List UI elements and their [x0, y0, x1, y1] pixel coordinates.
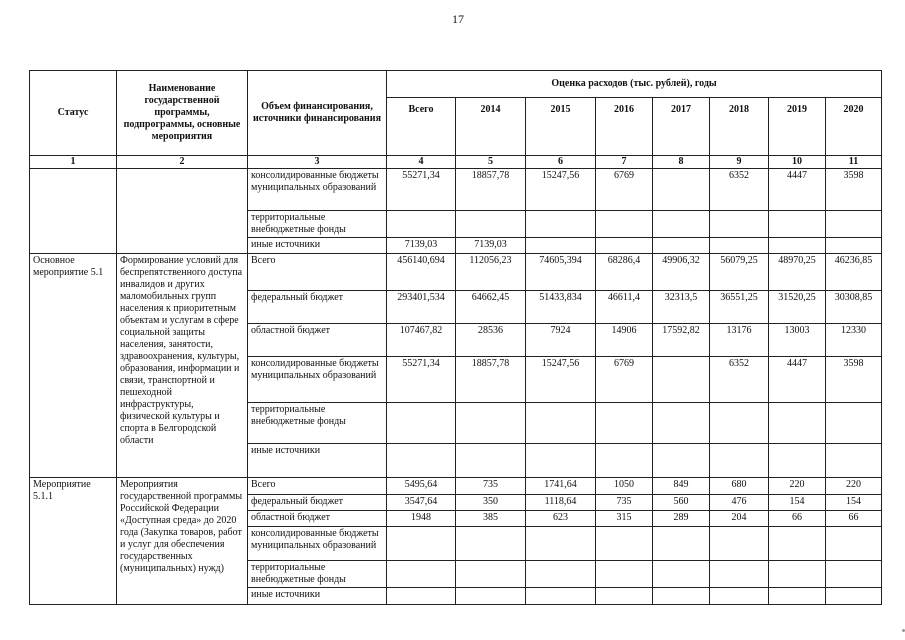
value-cell: 3547,64 [387, 495, 456, 511]
value-cell [653, 588, 710, 605]
value-cell: 18857,78 [456, 357, 526, 403]
value-cell: 32313,5 [653, 291, 710, 324]
value-cell: 12330 [826, 324, 882, 357]
value-cell [710, 588, 769, 605]
value-cell: 49906,32 [653, 254, 710, 291]
value-cell [826, 238, 882, 254]
header-col-2016: 2016 [596, 98, 653, 156]
value-cell: 66 [826, 511, 882, 527]
value-cell [387, 211, 456, 238]
value-cell [387, 403, 456, 444]
value-cell [526, 238, 596, 254]
value-cell: 154 [769, 495, 826, 511]
value-cell: 68286,4 [596, 254, 653, 291]
value-cell [596, 561, 653, 588]
funding-source-cell: иные источники [248, 444, 387, 478]
status-cell [30, 169, 117, 254]
value-cell: 107467,82 [387, 324, 456, 357]
value-cell [710, 238, 769, 254]
value-cell: 66 [769, 511, 826, 527]
value-cell [710, 444, 769, 478]
value-cell: 7139,03 [387, 238, 456, 254]
value-cell: 55271,34 [387, 169, 456, 211]
index-cell: 11 [826, 156, 882, 169]
value-cell: 7924 [526, 324, 596, 357]
value-cell [456, 561, 526, 588]
value-cell: 315 [596, 511, 653, 527]
funding-source-cell: территориальные внебюджетные фонды [248, 561, 387, 588]
value-cell: 1050 [596, 478, 653, 495]
value-cell [769, 527, 826, 561]
value-cell [653, 403, 710, 444]
index-cell: 3 [248, 156, 387, 169]
value-cell [596, 238, 653, 254]
value-cell [769, 561, 826, 588]
funding-source-cell: областной бюджет [248, 511, 387, 527]
table-row [30, 478, 882, 495]
value-cell: 56079,25 [710, 254, 769, 291]
value-cell: 385 [456, 511, 526, 527]
funding-source-cell: федеральный бюджет [248, 291, 387, 324]
budget-table [29, 70, 882, 605]
value-cell: 7139,03 [456, 238, 526, 254]
status-cell: Мероприятие 5.1.1 [30, 478, 117, 605]
funding-source-cell: территориальные внебюджетные фонды [248, 403, 387, 444]
value-cell [710, 527, 769, 561]
header-col-2015: 2015 [526, 98, 596, 156]
value-cell [596, 527, 653, 561]
value-cell: 4447 [769, 169, 826, 211]
funding-source-cell: областной бюджет [248, 324, 387, 357]
value-cell: 154 [826, 495, 882, 511]
value-cell: 350 [456, 495, 526, 511]
index-cell: 10 [769, 156, 826, 169]
value-cell [710, 403, 769, 444]
value-cell: 6352 [710, 357, 769, 403]
program-name-cell: Мероприятия государственной программы Российской Федерации «Доступная среда» до 2020 года (Закупка товаров, работ и услуг для обеспечения государственных (муниципальных) нужд) [117, 478, 248, 605]
value-cell [653, 561, 710, 588]
header-col-2014: 2014 [456, 98, 526, 156]
value-cell [826, 588, 882, 605]
value-cell: 36551,25 [710, 291, 769, 324]
header-col-2019: 2019 [769, 98, 826, 156]
value-cell: 18857,78 [456, 169, 526, 211]
index-cell: 2 [117, 156, 248, 169]
value-cell [526, 211, 596, 238]
value-cell [653, 444, 710, 478]
value-cell: 1118,64 [526, 495, 596, 511]
value-cell: 220 [826, 478, 882, 495]
value-cell [826, 527, 882, 561]
value-cell: 5495,64 [387, 478, 456, 495]
value-cell: 4447 [769, 357, 826, 403]
value-cell: 112056,23 [456, 254, 526, 291]
value-cell [456, 403, 526, 444]
status-cell: Основное мероприятие 5.1 [30, 254, 117, 478]
value-cell: 13003 [769, 324, 826, 357]
header-program: Наименование государственной программы, подпрограммы, основные мероприятия [117, 71, 248, 156]
value-cell: 17592,82 [653, 324, 710, 357]
funding-source-cell: федеральный бюджет [248, 495, 387, 511]
index-cell: 5 [456, 156, 526, 169]
value-cell [826, 444, 882, 478]
index-cell: 9 [710, 156, 769, 169]
value-cell [653, 169, 710, 211]
value-cell: 293401,534 [387, 291, 456, 324]
program-name-cell [117, 169, 248, 254]
value-cell: 13176 [710, 324, 769, 357]
value-cell: 849 [653, 478, 710, 495]
value-cell: 6769 [596, 169, 653, 211]
value-cell: 3598 [826, 169, 882, 211]
value-cell [526, 527, 596, 561]
value-cell [769, 444, 826, 478]
value-cell [826, 561, 882, 588]
value-cell [653, 357, 710, 403]
value-cell: 15247,56 [526, 357, 596, 403]
funding-source-cell: иные источники [248, 238, 387, 254]
value-cell: 74605,394 [526, 254, 596, 291]
header-estimate: Оценка расходов (тыс. рублей), годы [387, 71, 882, 98]
funding-source-cell: Всего [248, 254, 387, 291]
value-cell [769, 238, 826, 254]
value-cell [526, 588, 596, 605]
funding-source-cell: консолидированные бюджеты муниципальных образований [248, 169, 387, 211]
funding-source-cell: консолидированные бюджеты муниципальных образований [248, 357, 387, 403]
page-number: 17 [452, 12, 464, 26]
value-cell [387, 444, 456, 478]
value-cell [456, 527, 526, 561]
value-cell [769, 211, 826, 238]
value-cell [596, 588, 653, 605]
header-volume: Объем финансирования, источники финансирования [248, 71, 387, 156]
value-cell: 204 [710, 511, 769, 527]
value-cell: 51433,834 [526, 291, 596, 324]
index-cell: 8 [653, 156, 710, 169]
value-cell [387, 561, 456, 588]
value-cell: 48970,25 [769, 254, 826, 291]
value-cell [456, 588, 526, 605]
value-cell [526, 403, 596, 444]
value-cell: 31520,25 [769, 291, 826, 324]
header-col-2018: 2018 [710, 98, 769, 156]
value-cell: 1741,64 [526, 478, 596, 495]
table-row [30, 254, 882, 291]
index-cell: 7 [596, 156, 653, 169]
value-cell: 289 [653, 511, 710, 527]
funding-source-cell: иные источники [248, 588, 387, 605]
value-cell [826, 211, 882, 238]
value-cell: 456140,694 [387, 254, 456, 291]
value-cell [769, 403, 826, 444]
value-cell: 680 [710, 478, 769, 495]
value-cell: 28536 [456, 324, 526, 357]
value-cell [456, 444, 526, 478]
program-name-cell: Формирование условий для беспрепятственного доступа инвалидов и других маломобильных групп населения к приоритетным объектам и услугам в сфере социальной защиты населения, занятости, здравоохранения, культуры, образования, информации и связи, транспортной и пешеходной инфраструктуры, физической культуры и спорта в Белгородской области [117, 254, 248, 478]
value-cell [710, 561, 769, 588]
header-col-2017: 2017 [653, 98, 710, 156]
funding-source-cell: Всего [248, 478, 387, 495]
value-cell: 476 [710, 495, 769, 511]
value-cell: 46611,4 [596, 291, 653, 324]
value-cell [653, 527, 710, 561]
header-col-total: Всего [387, 98, 456, 156]
value-cell: 14906 [596, 324, 653, 357]
value-cell: 623 [526, 511, 596, 527]
value-cell [653, 211, 710, 238]
value-cell [653, 238, 710, 254]
header-col-2020: 2020 [826, 98, 882, 156]
value-cell [387, 588, 456, 605]
value-cell: 30308,85 [826, 291, 882, 324]
index-cell: 6 [526, 156, 596, 169]
header-status: Статус [30, 71, 117, 156]
value-cell [526, 444, 596, 478]
value-cell: 6769 [596, 357, 653, 403]
value-cell: 735 [456, 478, 526, 495]
value-cell [596, 211, 653, 238]
index-cell: 4 [387, 156, 456, 169]
value-cell [710, 211, 769, 238]
value-cell [596, 403, 653, 444]
value-cell [387, 527, 456, 561]
value-cell: 1948 [387, 511, 456, 527]
value-cell: 55271,34 [387, 357, 456, 403]
index-cell: 1 [30, 156, 117, 169]
table-row [30, 169, 882, 211]
funding-source-cell: территориальные внебюджетные фонды [248, 211, 387, 238]
value-cell [769, 588, 826, 605]
funding-source-cell: консолидированные бюджеты муниципальных образований [248, 527, 387, 561]
value-cell: 46236,85 [826, 254, 882, 291]
value-cell [596, 444, 653, 478]
value-cell: 220 [769, 478, 826, 495]
value-cell: 15247,56 [526, 169, 596, 211]
value-cell: 64662,45 [456, 291, 526, 324]
value-cell [526, 561, 596, 588]
value-cell: 735 [596, 495, 653, 511]
value-cell: 560 [653, 495, 710, 511]
value-cell [826, 403, 882, 444]
value-cell: 6352 [710, 169, 769, 211]
table-body [30, 169, 882, 605]
value-cell [456, 211, 526, 238]
value-cell: 3598 [826, 357, 882, 403]
